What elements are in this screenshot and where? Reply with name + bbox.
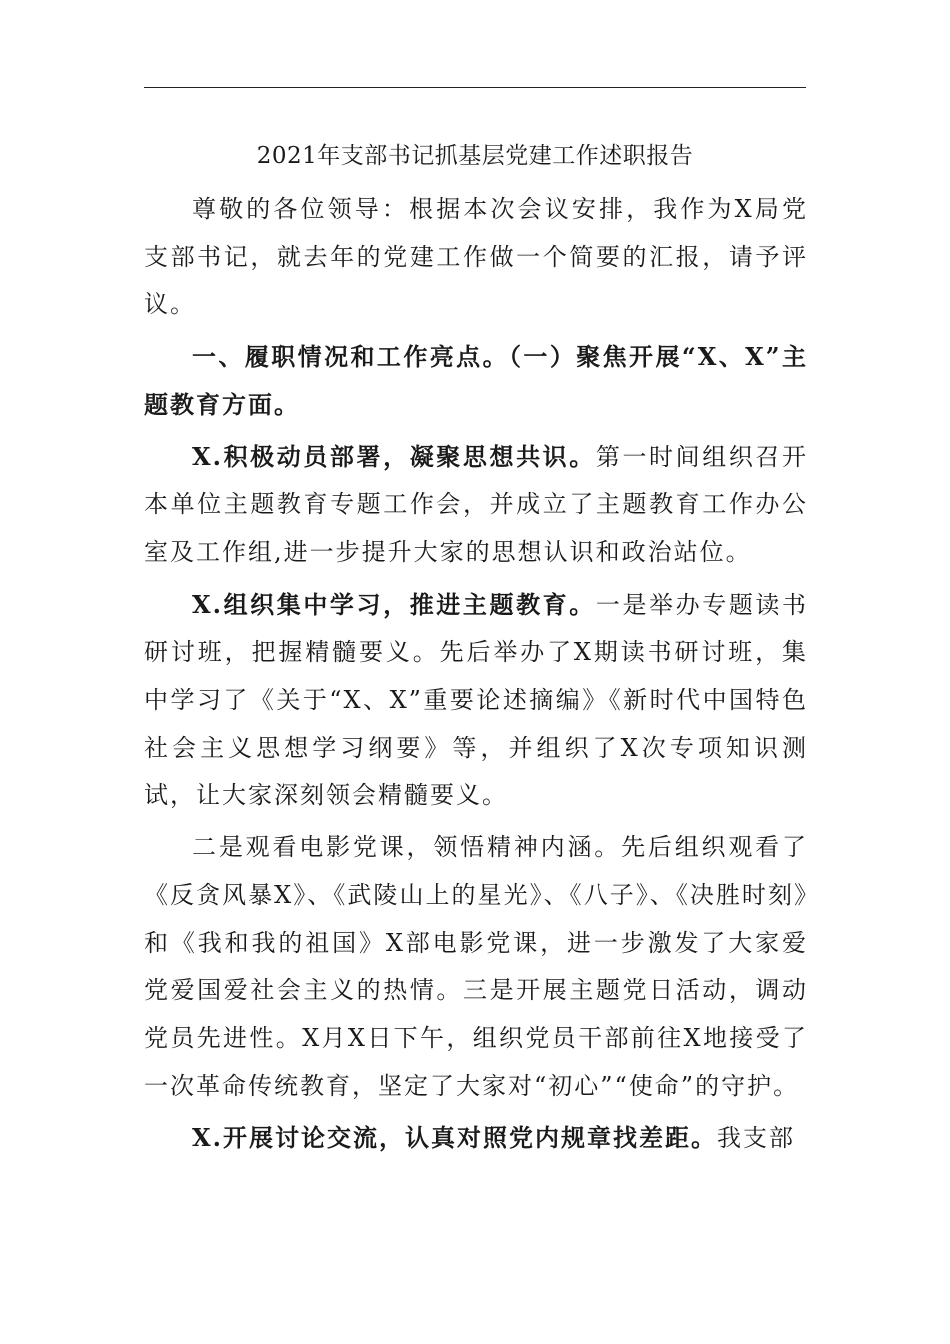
item-2-text: 一是举办专题读书研讨班，把握精髓要义。先后举办了X期读书研讨班，集中学习了《关于“X、X”重要论述摘编》《新时代中国特色社会主义思想学习纲要》等，并组织了X次专项知识测试，让大家深刻领会精髓要义。: [144, 590, 809, 810]
document-body: [144, 186, 808, 1163]
item-1-text: 第一时间组织召开本单位主题教育专题工作会，并成立了主题教育工作办公室及工作组,进一步提升大家的思想认识和政治站位。: [144, 442, 809, 566]
film-paragraph: 二是观看电影党课，领悟精神内涵。先后组织观看了《反贪风暴X》、《武陵山上的星光》、《八子》、《决胜时刻》和《我和我的祖国》X部电影党课，进一步激发了大家爱党爱国爱社会主义的热情。三是开展主题党日活动，调动党员先进性。X月X日下午，组织党员干部前往X地接受了一次革命传统教育，坚定了大家对“初心”“使命”的守护。: [144, 833, 808, 1100]
section-heading: 一、履职情况和工作亮点。（一）聚焦开展“X、X”主题教育方面。: [144, 342, 808, 419]
item-1-heading: X.积极动员部署，凝聚思想共识。: [192, 441, 596, 471]
header-rule: [144, 87, 806, 88]
item-1-paragraph: [144, 433, 808, 577]
item-3-heading: X.开展讨论交流，认真对照党内规章找差距。: [192, 1123, 717, 1153]
item-3-text: 我支部: [716, 1124, 795, 1153]
intro-paragraph: 尊敬的各位领导：根据本次会议安排，我作为X局党支部书记，就去年的党建工作做一个简要的汇报，请予评议。: [144, 195, 808, 319]
item-3-paragraph: [144, 1114, 808, 1163]
item-2-heading: X.组织集中学习，推进主题教育。: [192, 589, 596, 619]
item-2-paragraph: [144, 581, 808, 821]
document-title: 2021年支部书记抓基层党建工作述职报告: [256, 143, 694, 169]
